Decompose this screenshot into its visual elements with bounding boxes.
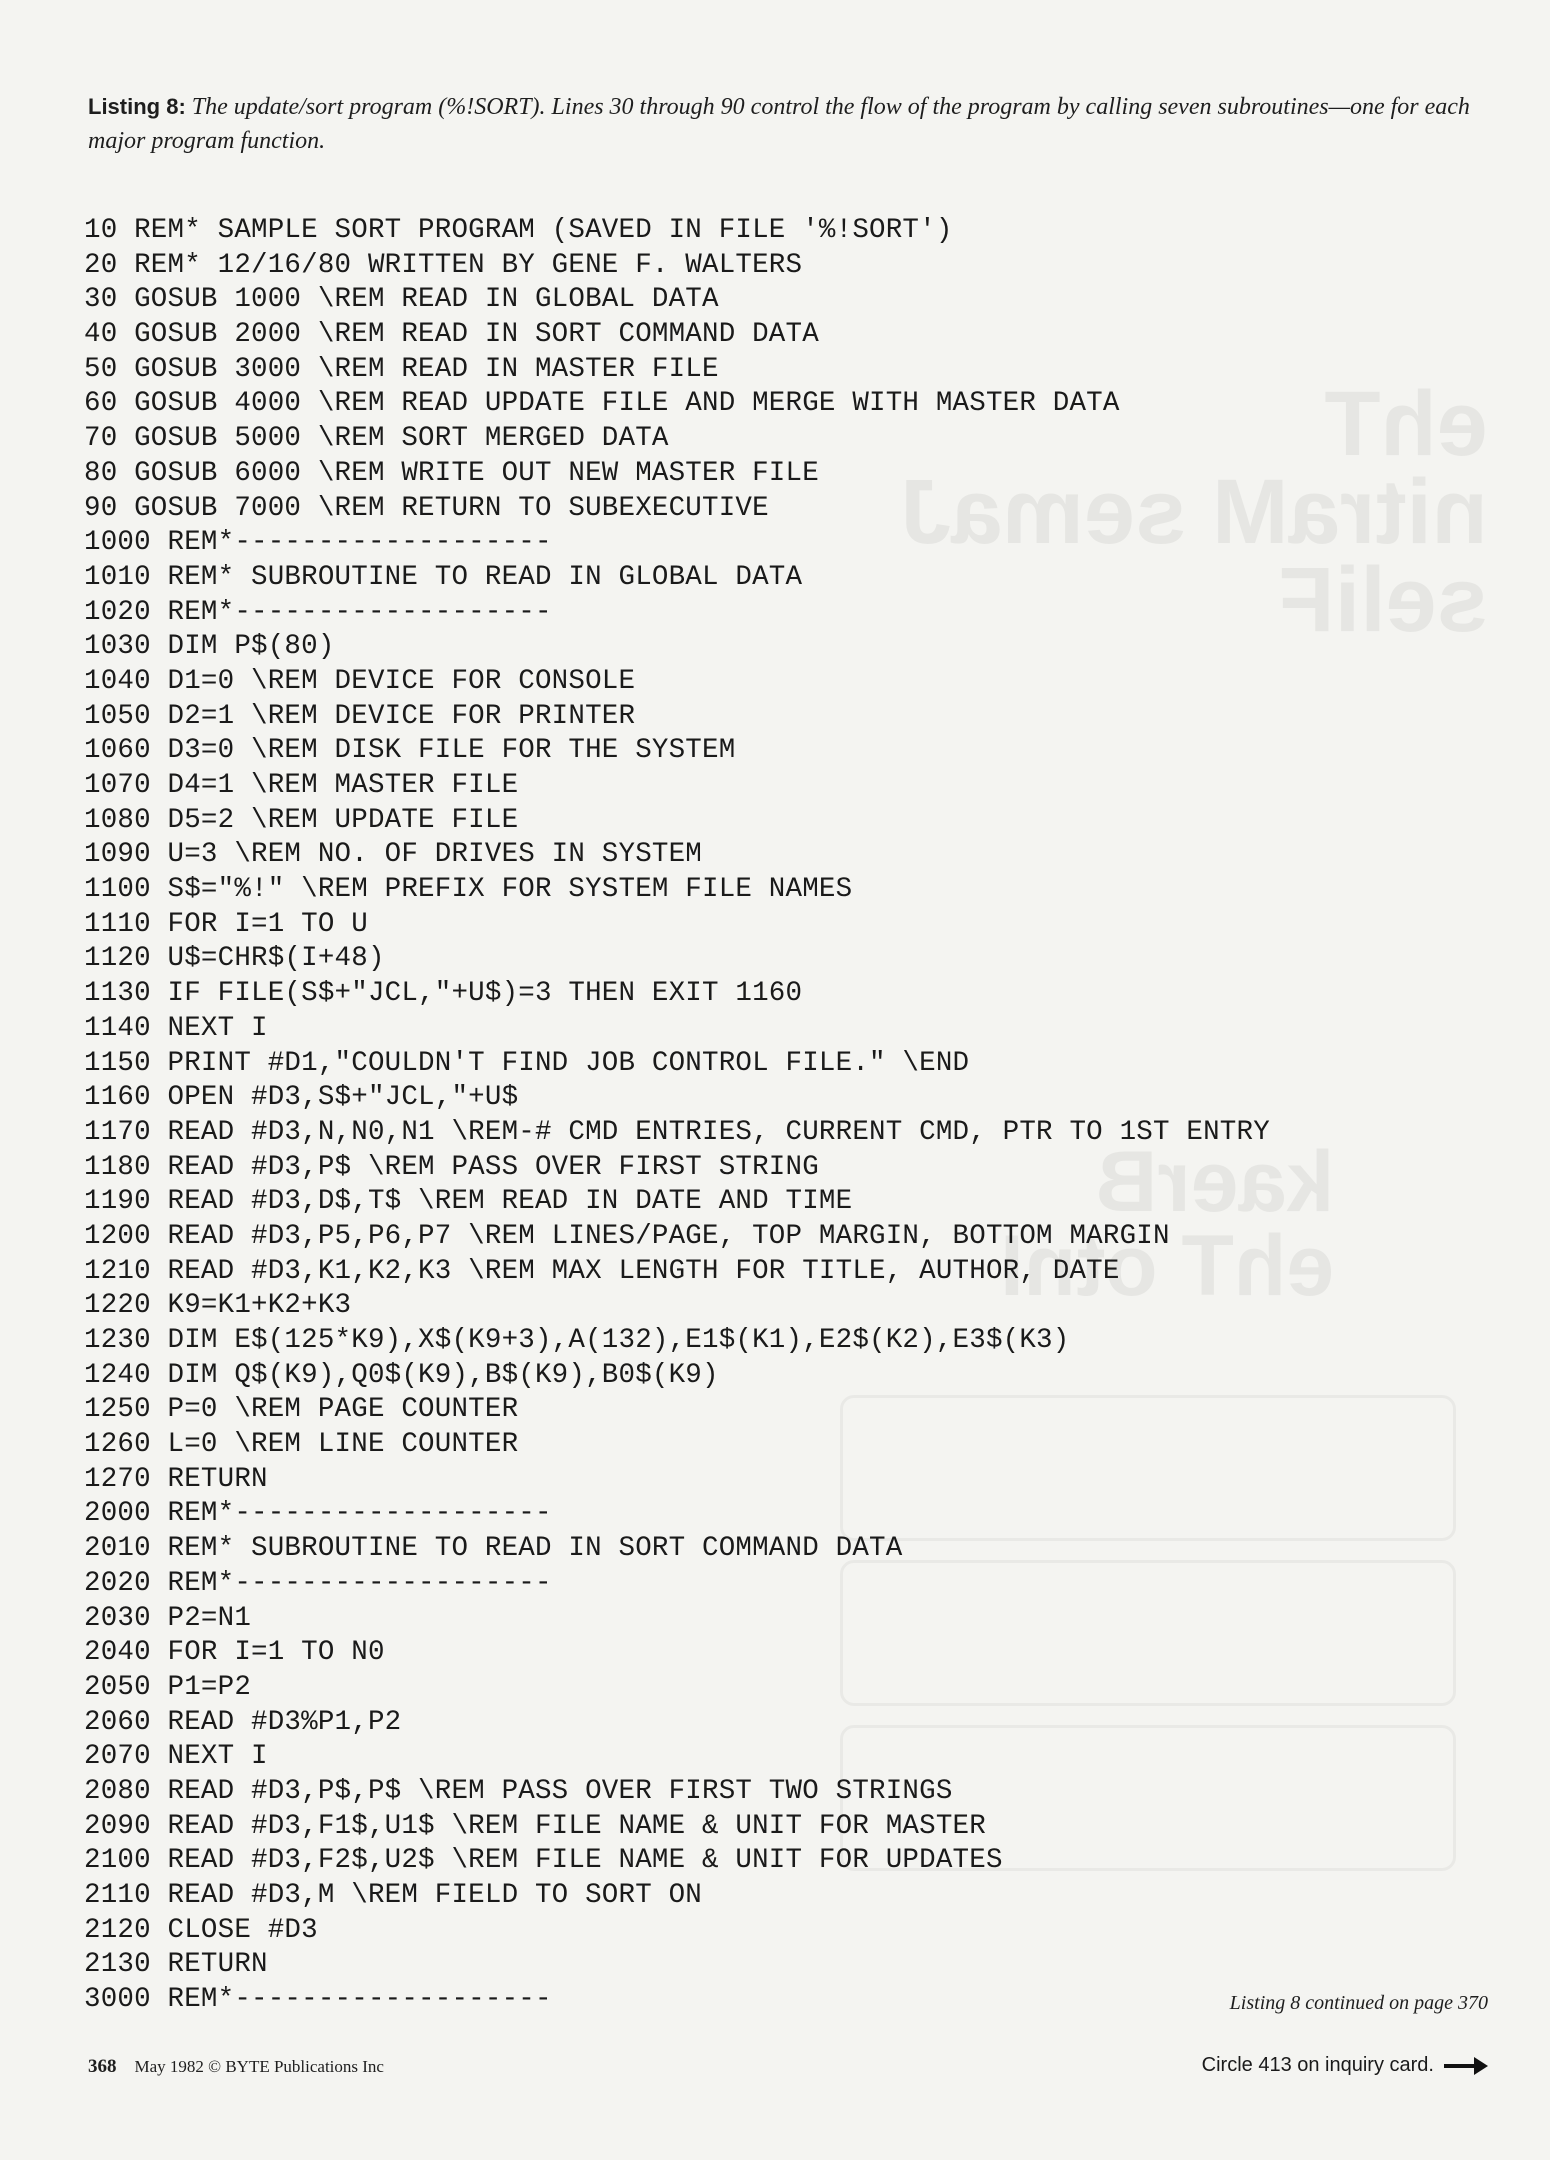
code-line: 2090 READ #D3,F1$,U1$ \REM FILE NAME & UNIT FOR MASTER (84, 1810, 986, 1842)
code-line: 1160 OPEN #D3,S$+"JCL,"+U$ (84, 1082, 519, 1114)
right-arrow-icon (1444, 2060, 1488, 2072)
code-line: 2120 CLOSE #D3 (84, 1914, 318, 1946)
code-line: 1250 P=0 \REM PAGE COUNTER (84, 1394, 519, 1426)
code-line: 70 GOSUB 5000 \REM SORT MERGED DATA (84, 423, 669, 455)
code-line: 1180 READ #D3,P$ \REM PASS OVER FIRST STRING (84, 1151, 819, 1183)
publication-info: May 1982 © BYTE Publications Inc (134, 2057, 384, 2076)
code-line: 1100 S$="%!" \REM PREFIX FOR SYSTEM FILE NAMES (84, 874, 853, 906)
code-line: 1220 K9=K1+K2+K3 (84, 1290, 352, 1322)
code-line: 2040 FOR I=1 TO N0 (84, 1637, 385, 1669)
code-line: 1260 L=0 \REM LINE COUNTER (84, 1429, 519, 1461)
code-line: 2080 READ #D3,P$,P$ \REM PASS OVER FIRST TWO STRINGS (84, 1775, 953, 1807)
code-line: 90 GOSUB 7000 \REM RETURN TO SUBEXECUTIVE (84, 492, 769, 524)
code-line: 2100 READ #D3,F2$,U2$ \REM FILE NAME & UNIT FOR UPDATES (84, 1845, 1003, 1877)
code-line: 40 GOSUB 2000 \REM READ IN SORT COMMAND DATA (84, 319, 819, 351)
code-line: 1270 RETURN (84, 1463, 268, 1495)
code-line: 2030 P2=N1 (84, 1602, 252, 1634)
code-line: 1130 IF FILE(S$+"JCL,"+U$)=3 THEN EXIT 1160 (84, 978, 803, 1010)
continued-note: Listing 8 continued on page 370 (1229, 1992, 1488, 2014)
code-line: 1140 NEXT I (84, 1012, 268, 1044)
code-line: 1020 REM*------------------- (84, 596, 552, 628)
code-line: 1090 U=3 \REM NO. OF DRIVES IN SYSTEM (84, 839, 702, 871)
code-line: 1230 DIM E$(125*K9),X$(K9+3),A(132),E1$(K1),E2$(K2),E3$(K3) (84, 1325, 1070, 1356)
code-line: 2020 REM*------------------- (84, 1567, 552, 1599)
code-line: 60 GOSUB 4000 \REM READ UPDATE FILE AND MERGE WITH MASTER DATA (84, 388, 1120, 420)
inquiry-note (1202, 2054, 1488, 2077)
show-through-text-2: kaerB ehT otnI (1000, 1134, 1335, 1314)
code-line: 1000 REM*------------------- (84, 527, 552, 559)
code-line: 2000 REM*------------------- (84, 1498, 552, 1530)
code-line: 80 GOSUB 6000 \REM WRITE OUT NEW MASTER FILE (84, 457, 819, 489)
code-line: 1170 READ #D3,N,N0,N1 \REM-# CMD ENTRIES, CURRENT CMD, PTR TO 1ST ENTRY (84, 1116, 1270, 1148)
listing-caption (88, 90, 1488, 158)
show-through-text-1: ehT nitraM semaJ seliF (900, 373, 1489, 651)
caption-label: Listing 8: (88, 94, 186, 119)
code-line: 1190 READ #D3,D$,T$ \REM READ IN DATE AND TIME (84, 1186, 853, 1218)
code-listing (84, 214, 1270, 2018)
code-line: 20 REM* 12/16/80 WRITTEN BY GENE F. WALTERS (84, 249, 803, 281)
code-line: 2060 READ #D3%P1,P2 (84, 1706, 402, 1738)
code-line: 1060 D3=0 \REM DISK FILE FOR THE SYSTEM (84, 735, 736, 767)
code-line: 1110 FOR I=1 TO U (84, 908, 368, 940)
page-footer (88, 2056, 384, 2078)
inquiry-text: Circle 413 on inquiry card. (1201, 2054, 1434, 2076)
code-line: 1030 DIM P$(80) (84, 631, 335, 663)
code-line: 1240 DIM Q$(K9),Q0$(K9),B$(K9),B0$(K9) (84, 1359, 719, 1391)
code-line: 1010 REM* SUBROUTINE TO READ IN GLOBAL DATA (84, 561, 803, 593)
code-line: 30 GOSUB 1000 \REM READ IN GLOBAL DATA (84, 284, 719, 316)
code-line: 2110 READ #D3,M \REM FIELD TO SORT ON (84, 1880, 702, 1911)
code-line: 2130 RETURN (84, 1949, 268, 1981)
code-line: 2050 P1=P2 (84, 1671, 252, 1703)
code-line: 1050 D2=1 \REM DEVICE FOR PRINTER (84, 700, 636, 732)
code-line: 1150 PRINT #D1,"COULDN'T FIND JOB CONTROL FILE." \END (84, 1047, 970, 1079)
code-line: 1070 D4=1 \REM MASTER FILE (84, 770, 519, 801)
code-line: 2070 NEXT I (84, 1741, 268, 1773)
code-line: 1120 U$=CHR$(I+48) (84, 943, 385, 975)
code-line: 50 GOSUB 3000 \REM READ IN MASTER FILE (84, 353, 719, 385)
code-line: 1040 D1=0 \REM DEVICE FOR CONSOLE (84, 665, 636, 697)
caption-text: The update/sort program (%!SORT). Lines 30 through 90 control the flow of the program by calling seven subroutines—one for each major program function. (88, 94, 1470, 154)
code-line: 10 REM* SAMPLE SORT PROGRAM (SAVED IN FILE '%!SORT') (84, 215, 953, 246)
code-line: 3000 REM*------------------- (84, 1984, 552, 2016)
page-number: 368 (88, 2056, 117, 2077)
code-line: 1200 READ #D3,P5,P6,P7 \REM LINES/PAGE, TOP MARGIN, BOTTOM MARGIN (84, 1220, 1170, 1252)
code-line: 2010 REM* SUBROUTINE TO READ IN SORT COMMAND DATA (84, 1533, 903, 1565)
code-line: 1080 D5=2 \REM UPDATE FILE (84, 804, 519, 836)
code-line: 1210 READ #D3,K1,K2,K3 \REM MAX LENGTH FOR TITLE, AUTHOR, DATE (84, 1255, 1120, 1287)
